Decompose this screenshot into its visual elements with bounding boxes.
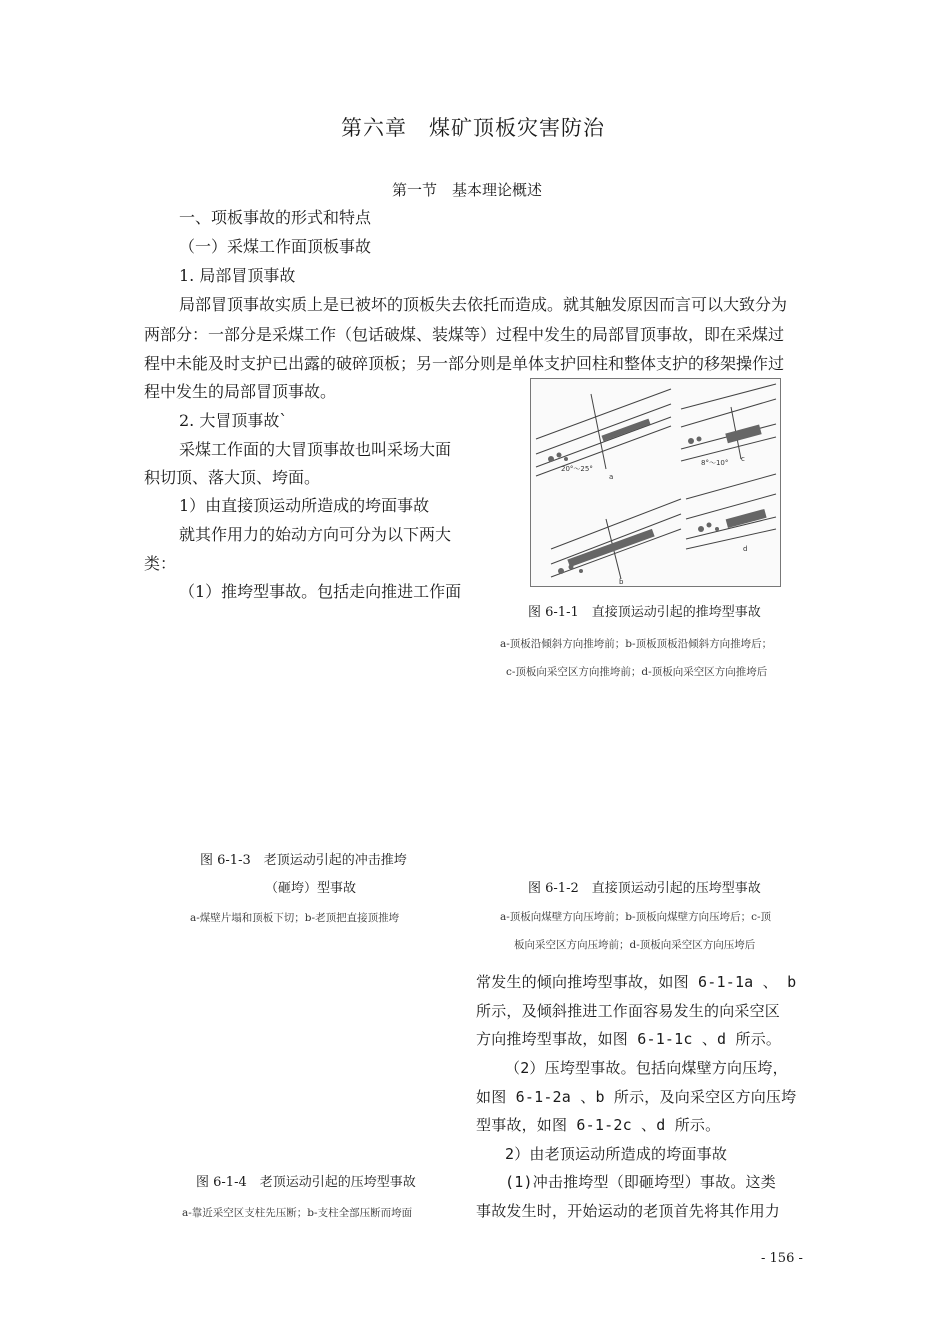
section-title: 第一节 基本理论概述	[392, 181, 543, 199]
figure-caption: 图 6-1-3 老顶运动引起的冲击推垮	[200, 853, 407, 868]
paragraph-line: 方向推垮型事故，如图 6-1-1c 、d 所示。	[476, 1030, 782, 1048]
figure-subcaption: 板向采空区方向压垮前；d-顶板向采空区方向压垮后	[514, 939, 756, 951]
heading-2: （一）采煤工作面顶板事故	[179, 237, 372, 256]
figure-subcaption: a-顶板沿倾斜方向推垮前；b-顶板顶板沿倾斜方向推垮后；	[500, 638, 773, 650]
panel-label-a: a	[609, 473, 614, 481]
heading-5: 1）由直接顶运动所造成的垮面事故	[179, 496, 430, 515]
paragraph-line: 类：	[144, 554, 177, 573]
paragraph-line: 积切顶、落大顶、垮面。	[144, 468, 321, 487]
chapter-title: 第六章 煤矿顶板灾害防治	[341, 116, 605, 140]
paragraph-line: 2）由老顶运动所造成的垮面事故	[505, 1145, 728, 1163]
angle-label-2: 8°～10°	[701, 459, 729, 467]
paragraph-line: 型事故，如图 6-1-2c 、d 所示。	[476, 1116, 721, 1134]
angle-label-1: 20°～25°	[561, 465, 593, 473]
paragraph-line: 程中未能及时支护已出露的破碎顶板；另一部分则是单体支护回柱和整体支护的移架操作过	[144, 354, 785, 373]
figure-caption: 图 6-1-2 直接顶运动引起的压垮型事故	[528, 881, 761, 896]
paragraph-line: 所示，及倾斜推进工作面容易发生的向采空区	[476, 1002, 781, 1020]
heading-1: 一、项板事故的形式和特点	[179, 208, 372, 227]
figure-6-1-1-image	[530, 378, 781, 587]
heading-3: 1. 局部冒顶事故	[179, 266, 296, 285]
paragraph-line: (1)冲击推垮型（即砸垮型）事故。这类	[505, 1173, 776, 1191]
paragraph-line: 局部冒顶事故实质上是已被坏的顶板失去依托而造成。就其触发原因而言可以大致分为	[179, 295, 788, 314]
paragraph-line: 常发生的倾向推垮型事故，如图 6-1-1a 、 b	[476, 973, 797, 991]
paragraph-line: 事故发生时，开始运动的老顶首先将其作用力	[476, 1202, 781, 1220]
paragraph-line: 如图 6-1-2a 、b 所示，及向采空区方向压垮	[476, 1088, 797, 1106]
paragraph-line: 程中发生的局部冒顶事故。	[144, 382, 337, 401]
page-number: - 156 -	[761, 1251, 803, 1266]
paragraph-line: 采煤工作面的大冒顶事故也叫采场大面	[179, 440, 452, 459]
figure-caption: （砸垮）型事故	[265, 881, 357, 896]
panel-label-b: b	[619, 578, 624, 586]
figure-subcaption: c-顶板向采空区方向推垮前；d-顶板向采空区方向推垮后	[506, 666, 768, 678]
paragraph-line: （2）压垮型事故。包括向煤壁方向压垮，	[505, 1059, 788, 1077]
figure-subcaption: a-顶板向煤壁方向压垮前；b-顶板向煤壁方向压垮后；c-顶	[500, 911, 772, 923]
paragraph-line: （1）推垮型事故。包括走向推进工作面	[179, 582, 462, 601]
panel-label-c: c	[741, 455, 745, 463]
figure-subcaption: a-靠近采空区支柱先压断；b-支柱全部压断而垮面	[182, 1207, 413, 1219]
paragraph-line: 就其作用力的始动方向可分为以下两大	[179, 525, 452, 544]
figure-caption: 图 6-1-4 老顶运动引起的压垮型事故	[196, 1175, 416, 1190]
panel-label-d: d	[743, 545, 748, 553]
figure-subcaption: a-煤壁片塌和顶板下切；b-老顶把直接顶推垮	[190, 912, 400, 924]
figure-caption: 图 6-1-1 直接顶运动引起的推垮型事故	[528, 605, 761, 620]
heading-4: 2. 大冒顶事故`	[179, 411, 288, 430]
paragraph-line: 两部分：一部分是采煤工作（包话破煤、装煤等）过程中发生的局部冒顶事故，即在采煤过	[144, 325, 785, 344]
